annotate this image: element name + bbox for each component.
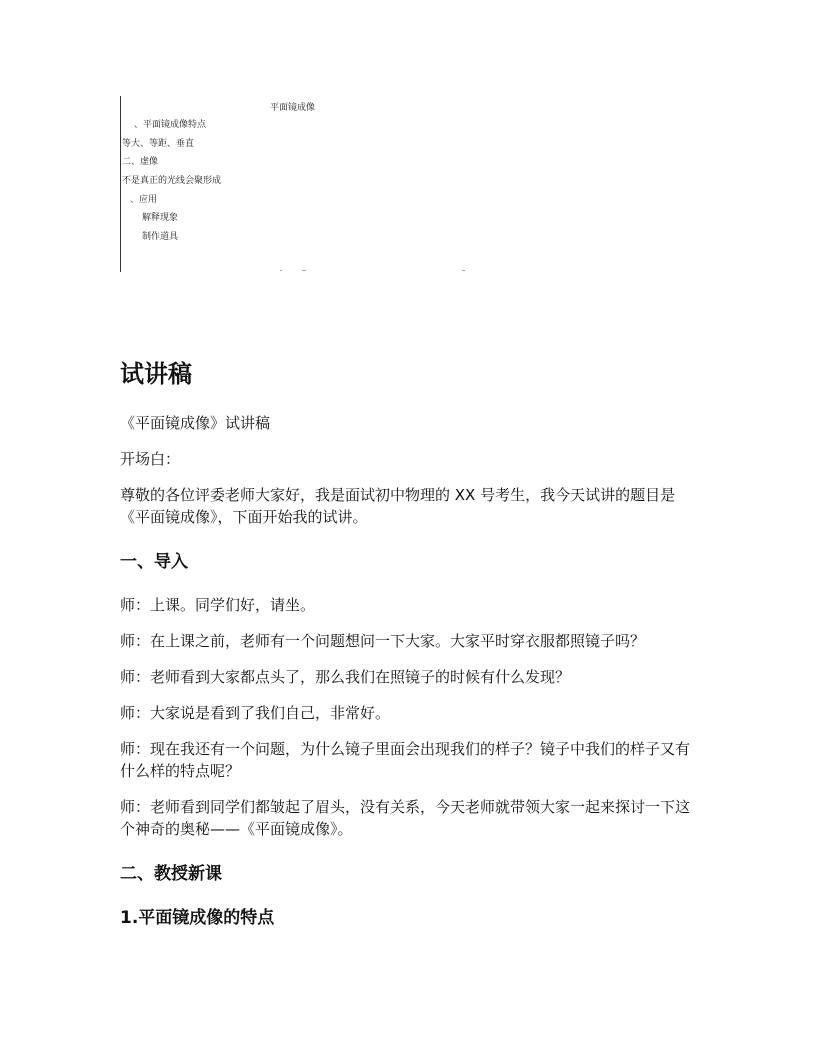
board-line: 等大、等距、垂直 <box>122 139 195 149</box>
dialogue-paragraph: 师：上课。同学们好，请坐。 <box>120 596 316 614</box>
subsection-heading: 1.平面镜成像的特点 <box>120 908 275 928</box>
blackboard-outline-figure <box>120 96 470 276</box>
document-title: 试讲稿 <box>120 360 192 388</box>
dialogue-paragraph: 师：老师看到同学们都皱起了眉头，没有关系，今天老师就带领大家一起来探讨一下这个神奇的奥秘——《平面镜成像》。 <box>120 798 691 838</box>
board-line: 二、虚像 <box>122 157 159 167</box>
opening-label: 开场白： <box>120 450 181 468</box>
board-line: 解释现象 <box>142 213 179 223</box>
document-subtitle: 《平面镜成像》试讲稿 <box>120 414 271 432</box>
board-line: 、应用 <box>130 195 158 205</box>
board-line: 制作道具 <box>142 232 179 242</box>
document-body <box>120 358 700 930</box>
board-dash-mark <box>462 270 465 271</box>
section-heading-new-lesson: 二、教授新课 <box>120 864 222 884</box>
board-left-rule <box>120 96 121 272</box>
board-title: 平面镜成像 <box>270 103 316 113</box>
board-line: 不是真正的光线会聚形成 <box>122 176 222 186</box>
opening-paragraph: 尊敬的各位评委老师大家好，我是面试初中物理的 XX 号考生，我今天试讲的题目是《平面镜成像》，下面开始我的试讲。 <box>120 486 676 526</box>
dialogue-paragraph: 师：老师看到大家都点头了，那么我们在照镜子的时候有什么发现？ <box>120 668 571 686</box>
dialogue-paragraph: 师：在上课之前，老师有一个问题想问一下大家。大家平时穿衣服都照镜子吗？ <box>120 632 646 650</box>
dialogue-paragraph: 师：现在我还有一个问题，为什么镜子里面会出现我们的样子？镜子中我们的样子又有什么样的特点呢？ <box>120 740 691 780</box>
section-heading-introduction: 一、导入 <box>120 552 188 572</box>
board-dash-mark <box>302 270 306 271</box>
dialogue-paragraph: 师：大家说是看到了我们自己，非常好。 <box>120 704 391 722</box>
board-line: 、平面镜成像特点 <box>134 120 207 130</box>
board-dash-mark <box>280 270 282 271</box>
